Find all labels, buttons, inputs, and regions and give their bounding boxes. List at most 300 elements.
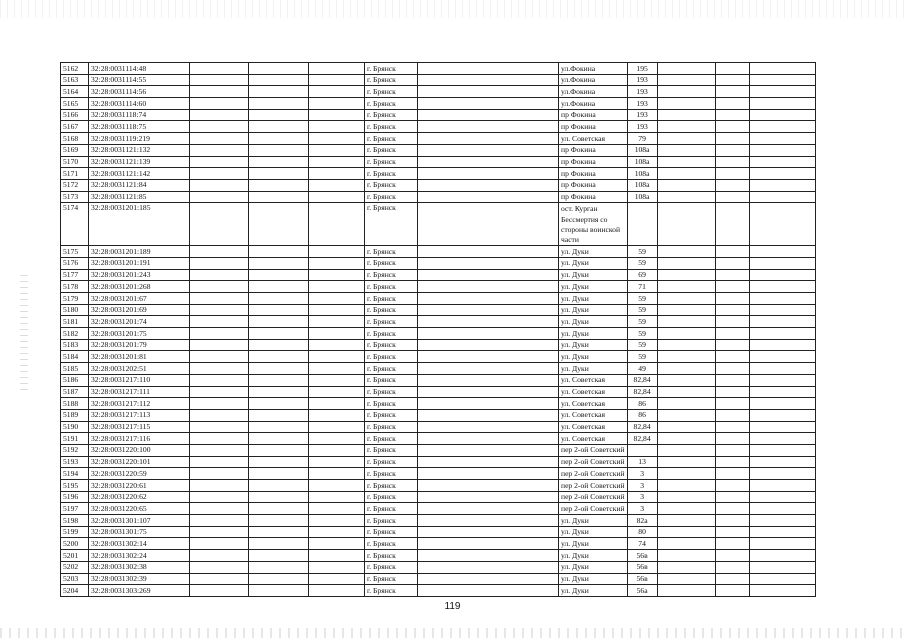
cell-empty (749, 179, 815, 191)
cell-empty (657, 538, 715, 550)
cell-number: 5173 (61, 191, 89, 203)
cell-house: 108а (627, 168, 657, 180)
cell-city: г. Брянск (365, 456, 418, 468)
cell-cadastral-number: 32:28:0031118:74 (89, 109, 190, 121)
cell-street: ул. Советская (559, 409, 628, 421)
table-row (61, 526, 816, 538)
cell-house: 82,84 (627, 374, 657, 386)
cell-empty (309, 86, 365, 98)
cell-street: ул. Дуки (559, 550, 628, 562)
cell-empty (715, 246, 749, 258)
cell-house: 86 (627, 409, 657, 421)
cell-empty (249, 351, 309, 363)
cell-house: 59 (627, 246, 657, 258)
cell-house: 86 (627, 398, 657, 410)
cell-number: 5203 (61, 573, 89, 585)
cell-empty (190, 561, 249, 573)
cell-cadastral-number: 32:28:0031217:112 (89, 398, 190, 410)
table-row (61, 480, 816, 492)
cell-empty (249, 421, 309, 433)
cell-empty (715, 421, 749, 433)
cell-empty (309, 456, 365, 468)
cell-empty (657, 409, 715, 421)
cell-cadastral-number: 32:28:0031220:101 (89, 456, 190, 468)
cell-house: 59 (627, 316, 657, 328)
cell-city: г. Брянск (365, 144, 418, 156)
cell-empty (418, 293, 559, 305)
cell-street: пер 2-ой Советский (559, 503, 628, 515)
cell-house: 193 (627, 109, 657, 121)
cell-empty (657, 526, 715, 538)
cell-number: 5196 (61, 491, 89, 503)
cell-empty (309, 281, 365, 293)
cell-empty (249, 503, 309, 515)
cell-empty (249, 121, 309, 133)
cell-number: 5184 (61, 351, 89, 363)
cell-house: 108а (627, 156, 657, 168)
cell-empty (657, 257, 715, 269)
cell-empty (749, 526, 815, 538)
cell-empty (418, 538, 559, 550)
cell-house: 82,84 (627, 386, 657, 398)
cell-empty (715, 203, 749, 246)
cell-empty (749, 246, 815, 258)
cell-number: 5168 (61, 133, 89, 145)
cell-empty (749, 74, 815, 86)
cell-empty (418, 304, 559, 316)
cell-empty (190, 121, 249, 133)
cell-empty (249, 257, 309, 269)
cell-cadastral-number: 32:28:0031220:65 (89, 503, 190, 515)
cell-house: 3 (627, 503, 657, 515)
cell-empty (309, 573, 365, 585)
cell-cadastral-number: 32:28:0031119:219 (89, 133, 190, 145)
cell-empty (190, 363, 249, 375)
cell-street: пр Фокина (559, 109, 628, 121)
cell-city: г. Брянск (365, 269, 418, 281)
cell-empty (249, 316, 309, 328)
cell-empty (309, 503, 365, 515)
cell-empty (657, 561, 715, 573)
table-row (61, 86, 816, 98)
cell-empty (715, 316, 749, 328)
table-row (61, 328, 816, 340)
cell-empty (190, 515, 249, 527)
cell-empty (749, 191, 815, 203)
cell-city: г. Брянск (365, 121, 418, 133)
cell-city: г. Брянск (365, 363, 418, 375)
cell-cadastral-number: 32:28:0031217:115 (89, 421, 190, 433)
cell-empty (715, 328, 749, 340)
cell-street: ул. Дуки (559, 573, 628, 585)
cell-cadastral-number: 32:28:0031201:74 (89, 316, 190, 328)
cell-empty (249, 526, 309, 538)
cell-empty (249, 86, 309, 98)
cell-empty (190, 573, 249, 585)
cell-empty (749, 121, 815, 133)
cell-street: ул. Дуки (559, 281, 628, 293)
cell-empty (418, 246, 559, 258)
cell-cadastral-number: 32:28:0031220:59 (89, 468, 190, 480)
cell-empty (749, 86, 815, 98)
cell-street: ул. Дуки (559, 351, 628, 363)
cell-empty (418, 86, 559, 98)
cell-empty (657, 456, 715, 468)
cell-empty (190, 386, 249, 398)
table-row (61, 281, 816, 293)
cell-empty (749, 538, 815, 550)
cell-cadastral-number: 32:28:0031217:110 (89, 374, 190, 386)
cell-street: пер 2-ой Советский (559, 456, 628, 468)
cell-street: ул. Дуки (559, 304, 628, 316)
cell-number: 5163 (61, 74, 89, 86)
table-row (61, 409, 816, 421)
cell-empty (418, 133, 559, 145)
cell-empty (309, 433, 365, 445)
cell-house: 79 (627, 133, 657, 145)
table-row (61, 491, 816, 503)
cell-empty (190, 86, 249, 98)
cell-empty (657, 421, 715, 433)
cell-number: 5202 (61, 561, 89, 573)
cell-number: 5188 (61, 398, 89, 410)
cell-street: ул. Советская (559, 374, 628, 386)
cell-city: г. Брянск (365, 374, 418, 386)
cell-number: 5187 (61, 386, 89, 398)
cell-empty (249, 328, 309, 340)
cell-empty (749, 281, 815, 293)
cell-city: г. Брянск (365, 168, 418, 180)
cell-empty (715, 398, 749, 410)
cell-number: 5201 (61, 550, 89, 562)
cell-empty (309, 480, 365, 492)
cell-cadastral-number: 32:28:0031301:75 (89, 526, 190, 538)
cell-empty (190, 257, 249, 269)
cell-empty (657, 398, 715, 410)
cell-empty (749, 203, 815, 246)
cell-cadastral-number: 32:28:0031220:61 (89, 480, 190, 492)
cell-number: 5169 (61, 144, 89, 156)
cell-empty (749, 433, 815, 445)
cell-city: г. Брянск (365, 503, 418, 515)
table-row (61, 503, 816, 515)
table-row (61, 363, 816, 375)
cell-empty (715, 573, 749, 585)
cell-empty (309, 246, 365, 258)
table-row (61, 374, 816, 386)
table-row (61, 585, 816, 597)
cell-empty (657, 316, 715, 328)
cell-empty (249, 433, 309, 445)
scan-noise-bottom (0, 628, 905, 638)
cell-empty (715, 585, 749, 597)
cell-city: г. Брянск (365, 433, 418, 445)
cell-cadastral-number: 32:28:0031121:85 (89, 191, 190, 203)
cell-house: 71 (627, 281, 657, 293)
cell-city: г. Брянск (365, 573, 418, 585)
cell-empty (190, 156, 249, 168)
cell-cadastral-number: 32:28:0031201:268 (89, 281, 190, 293)
cell-empty (657, 156, 715, 168)
cell-empty (657, 444, 715, 456)
cell-empty (657, 351, 715, 363)
cell-city: г. Брянск (365, 480, 418, 492)
table-row (61, 133, 816, 145)
cell-city: г. Брянск (365, 386, 418, 398)
cell-empty (657, 480, 715, 492)
cell-cadastral-number: 32:28:0031121:142 (89, 168, 190, 180)
cell-empty (249, 339, 309, 351)
cell-empty (190, 304, 249, 316)
cell-empty (190, 526, 249, 538)
cell-number: 5175 (61, 246, 89, 258)
cell-empty (657, 339, 715, 351)
cell-empty (749, 561, 815, 573)
cell-empty (418, 203, 559, 246)
cell-number: 5191 (61, 433, 89, 445)
cell-house (627, 444, 657, 456)
cell-empty (749, 374, 815, 386)
cell-empty (715, 480, 749, 492)
cell-house: 59 (627, 293, 657, 305)
cell-empty (309, 351, 365, 363)
cell-house: 82,84 (627, 421, 657, 433)
cell-empty (715, 433, 749, 445)
cell-city: г. Брянск (365, 398, 418, 410)
cell-empty (418, 374, 559, 386)
cell-cadastral-number: 32:28:0031217:111 (89, 386, 190, 398)
cell-empty (749, 257, 815, 269)
cell-empty (749, 304, 815, 316)
cell-city: г. Брянск (365, 550, 418, 562)
cell-empty (749, 156, 815, 168)
table-row (61, 538, 816, 550)
cell-cadastral-number: 32:28:0031121:139 (89, 156, 190, 168)
cell-number: 5186 (61, 374, 89, 386)
cell-empty (190, 433, 249, 445)
cell-empty (715, 269, 749, 281)
cell-empty (309, 421, 365, 433)
cell-empty (249, 156, 309, 168)
cell-empty (657, 293, 715, 305)
cell-empty (309, 133, 365, 145)
cell-empty (749, 293, 815, 305)
table-row (61, 144, 816, 156)
cell-empty (418, 281, 559, 293)
cell-street: ул. Советская (559, 386, 628, 398)
table-row (61, 316, 816, 328)
cell-empty (715, 561, 749, 573)
table-row (61, 257, 816, 269)
cell-cadastral-number: 32:28:0031302:38 (89, 561, 190, 573)
cell-empty (715, 304, 749, 316)
cell-cadastral-number: 32:28:0031201:191 (89, 257, 190, 269)
cell-street: ул. Дуки (559, 561, 628, 573)
cell-empty (749, 444, 815, 456)
cell-street: ул. Дуки (559, 246, 628, 258)
cell-empty (657, 550, 715, 562)
cell-number: 5176 (61, 257, 89, 269)
cell-empty (309, 550, 365, 562)
cell-empty (418, 444, 559, 456)
cell-empty (249, 456, 309, 468)
cell-empty (190, 109, 249, 121)
cell-empty (190, 538, 249, 550)
cell-city: г. Брянск (365, 246, 418, 258)
cell-empty (249, 109, 309, 121)
cell-empty (418, 316, 559, 328)
table-row (61, 550, 816, 562)
cell-empty (715, 74, 749, 86)
cell-house: 56в (627, 573, 657, 585)
cell-city: г. Брянск (365, 328, 418, 340)
cell-number: 5199 (61, 526, 89, 538)
cell-street: ул.Фокина (559, 63, 628, 75)
cell-empty (715, 526, 749, 538)
cell-empty (309, 374, 365, 386)
cell-street: ул. Советская (559, 421, 628, 433)
cell-city: г. Брянск (365, 515, 418, 527)
cell-empty (309, 491, 365, 503)
cell-empty (749, 316, 815, 328)
cell-empty (309, 526, 365, 538)
table-row (61, 386, 816, 398)
cell-empty (190, 398, 249, 410)
cell-empty (418, 550, 559, 562)
cell-empty (657, 433, 715, 445)
cell-empty (249, 191, 309, 203)
cell-empty (249, 144, 309, 156)
cell-street: ул. Дуки (559, 316, 628, 328)
cell-cadastral-number: 32:28:0031302:39 (89, 573, 190, 585)
cell-empty (715, 156, 749, 168)
cell-street: пер 2-ой Советский (559, 480, 628, 492)
cell-empty (749, 585, 815, 597)
cell-empty (657, 585, 715, 597)
cell-empty (418, 398, 559, 410)
cell-number: 5197 (61, 503, 89, 515)
cell-street: пр Фокина (559, 144, 628, 156)
cell-empty (249, 203, 309, 246)
cell-cadastral-number: 32:28:0031114:60 (89, 98, 190, 110)
cell-cadastral-number: 32:28:0031201:81 (89, 351, 190, 363)
cell-city: г. Брянск (365, 86, 418, 98)
cell-city: г. Брянск (365, 304, 418, 316)
table-row (61, 561, 816, 573)
cell-house: 13 (627, 456, 657, 468)
cell-empty (715, 444, 749, 456)
cell-cadastral-number: 32:28:0031121:132 (89, 144, 190, 156)
cell-empty (249, 246, 309, 258)
cell-empty (715, 86, 749, 98)
cell-empty (657, 281, 715, 293)
cell-empty (715, 293, 749, 305)
cell-city: г. Брянск (365, 156, 418, 168)
cell-empty (657, 74, 715, 86)
cell-street: ул. Дуки (559, 257, 628, 269)
table-row (61, 468, 816, 480)
cell-city: г. Брянск (365, 585, 418, 597)
cell-house: 195 (627, 63, 657, 75)
cell-empty (715, 456, 749, 468)
cell-empty (309, 269, 365, 281)
cell-empty (657, 573, 715, 585)
cell-empty (418, 585, 559, 597)
cell-city: г. Брянск (365, 63, 418, 75)
cell-number: 5179 (61, 293, 89, 305)
table-row (61, 421, 816, 433)
cell-empty (418, 339, 559, 351)
cell-house: 193 (627, 121, 657, 133)
cell-empty (249, 561, 309, 573)
cell-empty (190, 374, 249, 386)
cell-empty (715, 63, 749, 75)
cell-empty (715, 133, 749, 145)
cell-house: 82,84 (627, 433, 657, 445)
cell-street: пер 2-ой Советский (559, 444, 628, 456)
cell-empty (418, 491, 559, 503)
cell-empty (418, 257, 559, 269)
cell-empty (190, 133, 249, 145)
cell-city: г. Брянск (365, 133, 418, 145)
cell-empty (309, 328, 365, 340)
table-row (61, 74, 816, 86)
cell-empty (309, 304, 365, 316)
table-row (61, 444, 816, 456)
cell-empty (715, 191, 749, 203)
cell-city: г. Брянск (365, 444, 418, 456)
cell-empty (715, 144, 749, 156)
cell-empty (249, 293, 309, 305)
registry-table (60, 62, 816, 597)
cell-empty (309, 561, 365, 573)
cell-empty (249, 363, 309, 375)
cell-empty (309, 409, 365, 421)
cell-empty (190, 74, 249, 86)
cell-number: 5195 (61, 480, 89, 492)
table-row (61, 573, 816, 585)
cell-empty (309, 156, 365, 168)
cell-number: 5194 (61, 468, 89, 480)
cell-empty (309, 74, 365, 86)
cell-cadastral-number: 32:28:0031201:67 (89, 293, 190, 305)
cell-city: г. Брянск (365, 339, 418, 351)
cell-cadastral-number: 32:28:0031114:56 (89, 86, 190, 98)
cell-empty (309, 203, 365, 246)
cell-empty (249, 480, 309, 492)
cell-city: г. Брянск (365, 526, 418, 538)
cell-empty (749, 421, 815, 433)
cell-number: 5198 (61, 515, 89, 527)
cell-empty (715, 179, 749, 191)
cell-number: 5178 (61, 281, 89, 293)
cell-empty (309, 63, 365, 75)
cell-street: ул.Фокина (559, 98, 628, 110)
cell-empty (715, 109, 749, 121)
cell-street: ул.Фокина (559, 74, 628, 86)
table-row (61, 456, 816, 468)
cell-empty (715, 491, 749, 503)
cell-empty (749, 363, 815, 375)
cell-empty (190, 269, 249, 281)
cell-city: г. Брянск (365, 257, 418, 269)
cell-cadastral-number: 32:28:0031301:107 (89, 515, 190, 527)
cell-house: 193 (627, 98, 657, 110)
cell-empty (249, 444, 309, 456)
cell-city: г. Брянск (365, 316, 418, 328)
cell-empty (749, 515, 815, 527)
cell-empty (715, 281, 749, 293)
